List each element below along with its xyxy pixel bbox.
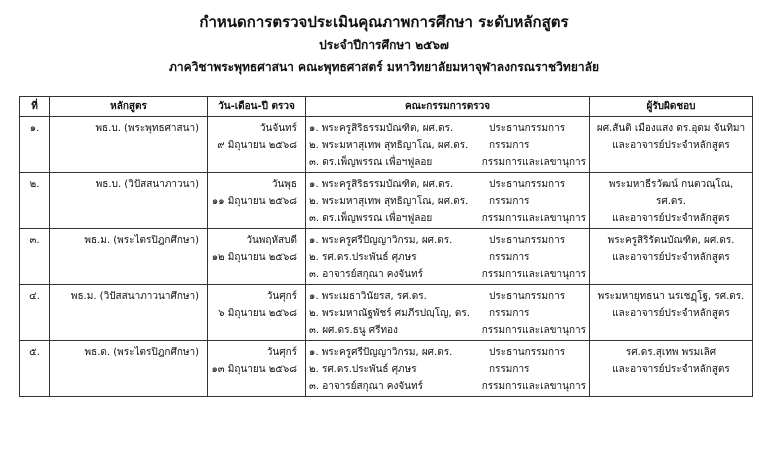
program-name: พธ.ม. (วิปัสสนาภาวนาศึกษา) (50, 285, 208, 341)
inspection-full-date: ๑๓ มิถุนายน ๒๕๖๘ (211, 364, 297, 375)
responsible-cell (590, 173, 753, 229)
department-line: ภาควิชาพระพุทธศาสนา คณะพุทธศาสตร์ มหาวิทยาลัยมหาจุฬาลงกรณราชวิทยาลัย (169, 60, 599, 74)
committee-member (309, 176, 586, 193)
inspection-full-date: ๑๑ มิถุนายน ๒๕๖๘ (211, 196, 297, 207)
committee-member (309, 249, 586, 266)
committee-member-name: ๓. ผศ.ดร.ธนู ศรีทอง (309, 325, 398, 336)
header-program: หลักสูตร (50, 97, 208, 117)
inspection-day: วันพุธ (271, 179, 297, 190)
inspection-date (208, 285, 306, 341)
committee-member-name: ๓. ดร.เพ็ญพรรณ เพื่อฯฟูลอย (309, 213, 433, 224)
committee-member-name: ๑. พระครูสิริธรรมบัณฑิต, ผศ.ดร. (309, 123, 454, 134)
program-name: พธ.บ. (พระพุทธศาสนา) (50, 117, 208, 173)
committee-cell (306, 285, 590, 341)
committee-member (309, 266, 586, 283)
committee-member-role: ประธานกรรมการ (489, 123, 566, 134)
committee-member-role: ประธานกรรมการ (489, 347, 566, 358)
committee-member-role: ประธานกรรมการ (489, 235, 566, 246)
responsible-line: ผศ.สันติ เมืองแสง ดร.อุดม จันทิมา (596, 123, 746, 134)
inspection-day: วันศุกร์ (266, 291, 297, 302)
responsible-cell (590, 285, 753, 341)
committee-member (309, 305, 586, 322)
committee-member-name: ๒. พระมหาสุเทพ สุทธิญาโณ, ผศ.ดร. (309, 140, 469, 151)
row-number: ๓. (20, 229, 50, 285)
committee-member-name: ๒. รศ.ดร.ประพันธ์ ศุภษร (309, 252, 417, 263)
responsible-line: พระมหายุทธนา นรเชฏฺโฐ, รศ.ดร. (597, 291, 745, 302)
table-body (20, 117, 753, 397)
responsible-cell (590, 117, 753, 173)
committee-member-role: กรรมการ (489, 308, 530, 319)
inspection-date (208, 341, 306, 397)
header-no: ที่ (20, 97, 50, 117)
responsible-line: รศ.ดร.สุเทพ พรมเลิศ (625, 347, 717, 358)
committee-member-role: กรรมการและเลขานุการ (481, 157, 586, 168)
committee-member-name: ๒. พระมหาณัฐพัชร์ ศมภีรปญฺโญ, ดร. (309, 308, 470, 319)
responsible-line: และอาจารย์ประจำหลักสูตร (612, 308, 730, 319)
committee-member (309, 322, 586, 339)
committee-member (309, 193, 586, 210)
committee-member-name: ๑. พระเมธาวินัยรส, รศ.ดร. (309, 291, 427, 302)
header-date: วัน-เดือน-ปี ตรวจ (208, 97, 306, 117)
committee-member-name: ๒. พระมหาสุเทพ สุทธิญาโณ, ผศ.ดร. (309, 196, 469, 207)
committee-member (309, 361, 586, 378)
committee-member-role: กรรมการและเลขานุการ (481, 381, 586, 392)
committee-cell (306, 229, 590, 285)
committee-member (309, 378, 586, 395)
committee-member-role: กรรมการ (489, 252, 530, 263)
row-number: ๔. (20, 285, 50, 341)
program-name: พธ.ม. (พระไตรปิฎกศึกษา) (50, 229, 208, 285)
inspection-full-date: ๖ มิถุนายน ๒๕๖๘ (218, 308, 297, 319)
header-responsible: ผู้รับผิดชอบ (590, 97, 753, 117)
page-title: กำหนดการตรวจประเมินคุณภาพการศึกษา ระดับหลักสูตร (199, 13, 569, 31)
committee-member-role: ประธานกรรมการ (489, 179, 566, 190)
inspection-day: วันศุกร์ (266, 347, 297, 358)
responsible-line: พระครูสิริรัตนบัณฑิต, ผศ.ดร. (607, 235, 735, 246)
table-row (20, 341, 753, 397)
row-number: ๒. (20, 173, 50, 229)
committee-member (309, 154, 586, 171)
table-row (20, 229, 753, 285)
committee-member-name: ๑. พระครูสิริธรรมบัณฑิต, ผศ.ดร. (309, 179, 454, 190)
inspection-date (208, 117, 306, 173)
committee-member (309, 210, 586, 227)
program-name: พธ.บ. (วิปัสสนาภาวนา) (50, 173, 208, 229)
committee-member-role: กรรมการ (489, 364, 530, 375)
table-header-row (20, 97, 753, 117)
table-row (20, 173, 753, 229)
program-name: พธ.ด. (พระไตรปิฎกศึกษา) (50, 341, 208, 397)
committee-member-role: ประธานกรรมการ (489, 291, 566, 302)
responsible-line: และอาจารย์ประจำหลักสูตร (612, 252, 730, 263)
committee-member-role: กรรมการ (489, 196, 530, 207)
committee-member (309, 232, 586, 249)
committee-cell (306, 341, 590, 397)
inspection-day: วันพฤหัสบดี (246, 235, 297, 246)
inspection-full-date: ๑๒ มิถุนายน ๒๕๖๘ (211, 252, 297, 263)
committee-member-role: กรรมการ (489, 140, 530, 151)
row-number: ๑. (20, 117, 50, 173)
header-committee: คณะกรรมการตรวจ (306, 97, 590, 117)
table-row (20, 117, 753, 173)
row-number: ๕. (20, 341, 50, 397)
committee-member-role: กรรมการและเลขานุการ (481, 325, 586, 336)
responsible-line: พระมหาธีรวัฒน์ กนตวณฺโณ, รศ.ดร. (608, 179, 734, 207)
committee-member-name: ๒. รศ.ดร.ประพันธ์ ศุภษร (309, 364, 417, 375)
inspection-date (208, 229, 306, 285)
committee-member-name: ๓. อาจารย์สกุณา คงจันทร์ (309, 269, 423, 280)
inspection-day: วันจันทร์ (259, 123, 297, 134)
inspection-full-date: ๙ มิถุนายน ๒๕๖๘ (217, 140, 297, 151)
responsible-cell (590, 229, 753, 285)
committee-member (309, 344, 586, 361)
committee-member-name: ๑. พระครูศรีปัญญาวิกรม, ผศ.ดร. (309, 235, 453, 246)
responsible-line: และอาจารย์ประจำหลักสูตร (612, 140, 730, 151)
committee-member (309, 137, 586, 154)
committee-member-name: ๓. อาจารย์สกุณา คงจันทร์ (309, 381, 423, 392)
inspection-date (208, 173, 306, 229)
table-row (20, 285, 753, 341)
committee-cell (306, 117, 590, 173)
responsible-cell (590, 341, 753, 397)
responsible-line: และอาจารย์ประจำหลักสูตร (612, 364, 730, 375)
committee-member-name: ๑. พระครูศรีปัญญาวิกรม, ผศ.ดร. (309, 347, 453, 358)
committee-member (309, 120, 586, 137)
page-subtitle: ประจำปีการศึกษา ๒๕๖๗ (319, 38, 449, 52)
committee-member-role: กรรมการและเลขานุการ (481, 213, 586, 224)
committee-member-role: กรรมการและเลขานุการ (481, 269, 586, 280)
committee-member (309, 288, 586, 305)
schedule-table (19, 96, 753, 397)
committee-cell (306, 173, 590, 229)
responsible-line: และอาจารย์ประจำหลักสูตร (612, 213, 730, 224)
committee-member-name: ๓. ดร.เพ็ญพรรณ เพื่อฯฟูลอย (309, 157, 433, 168)
